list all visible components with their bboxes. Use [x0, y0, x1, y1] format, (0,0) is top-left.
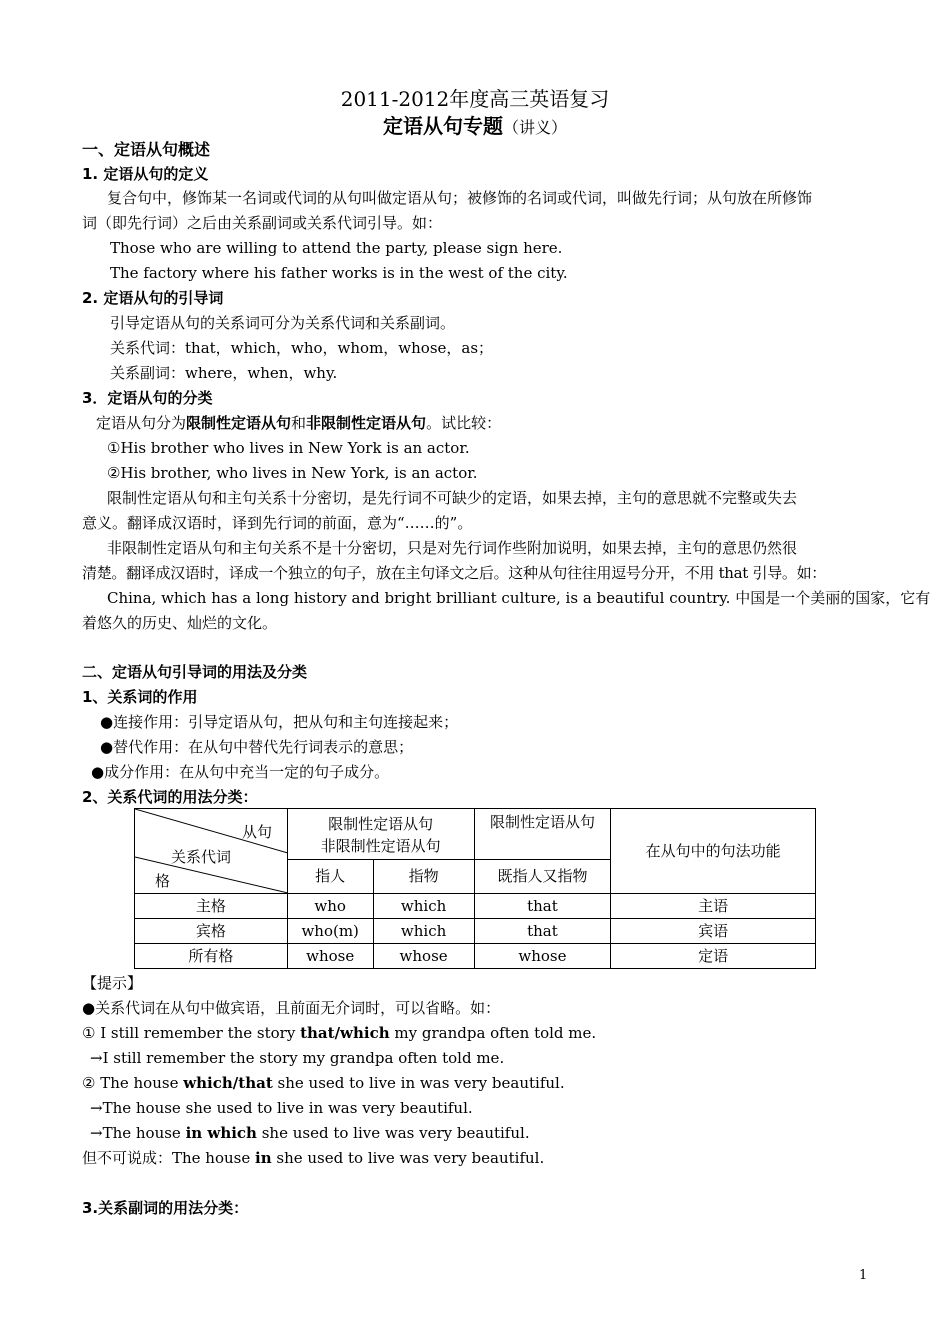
- cell-function: 定语: [611, 944, 816, 969]
- cell-both: whose: [474, 944, 611, 969]
- section2-heading: 二、定语从句引导词的用法及分类: [82, 663, 308, 681]
- diag-label-pronoun: 关系代词: [171, 848, 232, 866]
- header-restrictive-nonrestrictive: 限制性定语从句 非限制性定语从句: [287, 809, 474, 860]
- tip-example-2-result-2: →The house in which she used to live was very beautiful.: [90, 1124, 530, 1142]
- cell-person: whose: [287, 944, 373, 969]
- cell-person: who: [287, 894, 373, 919]
- table-diagonal-header: [135, 809, 288, 894]
- header-restrictive: 限制性定语从句: [474, 809, 611, 860]
- tip-example-2-result-1: →The house she used to live in was very beautiful.: [90, 1099, 473, 1117]
- function-bullet-2: ●替代作用：在从句中替代先行词表示的意思；: [100, 738, 414, 756]
- main-title-note: （讲义）: [502, 118, 567, 137]
- cell-thing: whose: [373, 944, 474, 969]
- tip-label: 【提示】: [82, 974, 143, 992]
- section1-2-heading: 2. 定语从句的引导词: [82, 289, 224, 307]
- subheader-person: 指人: [287, 859, 373, 893]
- tip-example-1: ① I still remember the story that/which my grandpa often told me.: [82, 1024, 597, 1042]
- diag-label-case: 格: [155, 872, 171, 890]
- definition-para-line2: 词（即先行词）之后由关系副词或关系代词引导。如：: [82, 214, 443, 232]
- cell-function: 宾语: [611, 919, 816, 944]
- classification-intro: 定语从句分为限制性定语从句和非限制性定语从句。试比较：: [96, 414, 502, 432]
- section1-3-heading: 3．定语从句的分类: [82, 389, 213, 407]
- main-title-text: 定语从句专题: [382, 114, 503, 138]
- header-function: 在从句中的句法功能: [611, 809, 816, 894]
- relatives-intro: 引导定语从句的关系词可分为关系代词和关系副词。: [110, 314, 456, 332]
- page-number: 1: [859, 1268, 868, 1283]
- cell-case: 所有格: [135, 944, 288, 969]
- classification-example-2: ②His brother, who lives in New York, is an actor.: [107, 464, 478, 482]
- cell-function: 主语: [611, 894, 816, 919]
- subheader-both: 既指人又指物: [474, 859, 611, 893]
- section2-2-heading: 2、关系代词的用法分类：: [82, 788, 258, 806]
- table-row: [135, 919, 816, 944]
- section1-heading: 一、定语从句概述: [82, 140, 211, 159]
- definition-para-line1: 复合句中，修饰某一名词或代词的从句叫做定语从句；被修饰的名词或代词，叫做先行词；从句放在所修饰: [107, 189, 813, 207]
- restrictive-para-line2: 意义。翻译成汉语时，译到先行词的前面，意为“……的”。: [82, 514, 473, 532]
- subheader-thing: 指物: [373, 859, 474, 893]
- cell-thing: which: [373, 894, 474, 919]
- tip-counter-example: 但不可说成：The house in she used to live was very beautiful.: [82, 1149, 545, 1167]
- section2-3-heading: 3.关系副词的用法分类：: [82, 1199, 249, 1217]
- cell-thing: which: [373, 919, 474, 944]
- table-row: [135, 894, 816, 919]
- china-example-line2: 着悠久的历史、灿烂的文化。: [82, 614, 278, 632]
- cell-case: 主格: [135, 894, 288, 919]
- relative-pronouns: 关系代词：that，which，who，whom，whose，as；: [110, 339, 494, 357]
- function-bullet-3: ●成分作用：在从句中充当一定的句子成分。: [91, 763, 390, 781]
- function-bullet-1: ●连接作用：引导定语从句，把从句和主句连接起来；: [100, 713, 459, 731]
- cell-person: who(m): [287, 919, 373, 944]
- definition-example-2: The factory where his father works is in the west of the city.: [110, 264, 568, 282]
- tip-bullet: ●关系代词在从句中做宾语，且前面无介词时，可以省略。如：: [82, 999, 501, 1017]
- section2-1-heading: 1、关系词的作用: [82, 688, 198, 706]
- diag-label-clause: 从句: [242, 823, 273, 841]
- tip-example-1-result: →I still remember the story my grandpa often told me.: [90, 1049, 505, 1067]
- nonrestrictive-para-line1: 非限制性定语从句和主句关系不是十分密切，只是对先行词作些附加说明，如果去掉，主句的意思仍然很: [107, 539, 798, 557]
- cell-both: that: [474, 894, 611, 919]
- cell-case: 宾格: [135, 919, 288, 944]
- tip-example-2: ② The house which/that she used to live in was very beautiful.: [82, 1074, 565, 1092]
- section1-1-heading: 1. 定语从句的定义: [82, 165, 209, 183]
- definition-example-1: Those who are willing to attend the party, please sign here.: [110, 239, 563, 257]
- restrictive-para-line1: 限制性定语从句和主句关系十分密切，是先行词不可缺少的定语，如果去掉，主句的意思就不完整或失去: [107, 489, 798, 507]
- year-title: 2011-2012年度高三英语复习: [340, 87, 610, 111]
- cell-both: that: [474, 919, 611, 944]
- table-row: [135, 944, 816, 969]
- nonrestrictive-para-line2: 清楚。翻译成汉语时，译成一个独立的句子，放在主句译文之后。这种从句往往用逗号分开，不用 that 引导。如：: [82, 564, 827, 582]
- classification-example-1: ①His brother who lives in New York is an actor.: [107, 439, 470, 457]
- china-example-line1: China, which has a long history and bright brilliant culture, is a beautiful country. 中国是一个美丽的国家，它有: [107, 589, 931, 607]
- relative-pronoun-table: [134, 808, 816, 969]
- relative-adverbs: 关系副词：where，when，why.: [110, 364, 338, 382]
